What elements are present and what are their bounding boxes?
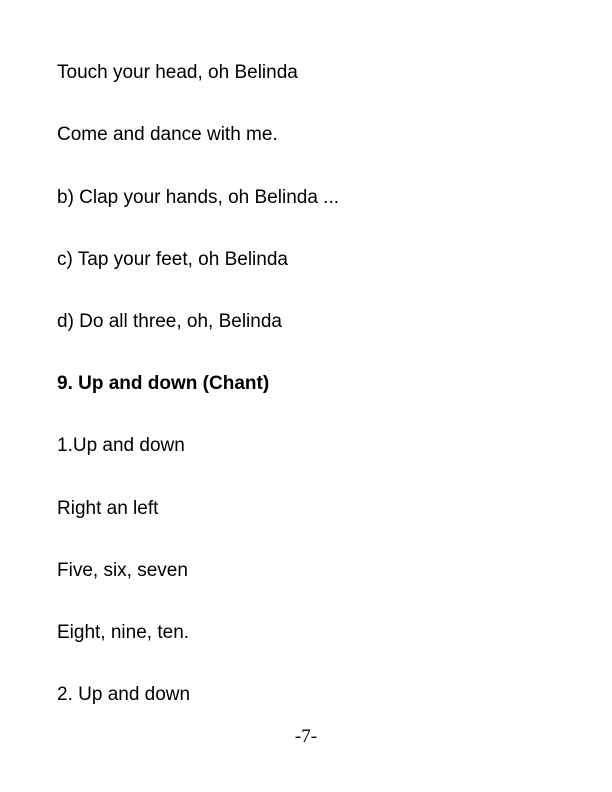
lyric-line-all-three: d) Do all three, oh, Belinda xyxy=(57,311,282,332)
chant-line-right-left: Right an left xyxy=(57,498,159,519)
lyric-line-come-dance: Come and dance with me. xyxy=(57,124,278,145)
page-number: -7- xyxy=(294,726,318,747)
lyric-line-touch-head: Touch your head, oh Belinda xyxy=(57,62,298,83)
chant-line-five-six-seven: Five, six, seven xyxy=(57,560,188,581)
lyric-line-clap-hands: b) Clap your hands, oh Belinda ... xyxy=(57,187,340,208)
chant-line-up-and-down-2: 2. Up and down xyxy=(57,684,191,705)
chant-line-up-and-down-1: 1.Up and down xyxy=(57,435,185,456)
lyric-line-tap-feet: c) Tap your feet, oh Belinda xyxy=(57,249,288,270)
chant-line-eight-nine-ten: Eight, nine, ten. xyxy=(57,622,190,643)
section-heading-up-and-down: 9. Up and down (Chant) xyxy=(57,373,270,394)
